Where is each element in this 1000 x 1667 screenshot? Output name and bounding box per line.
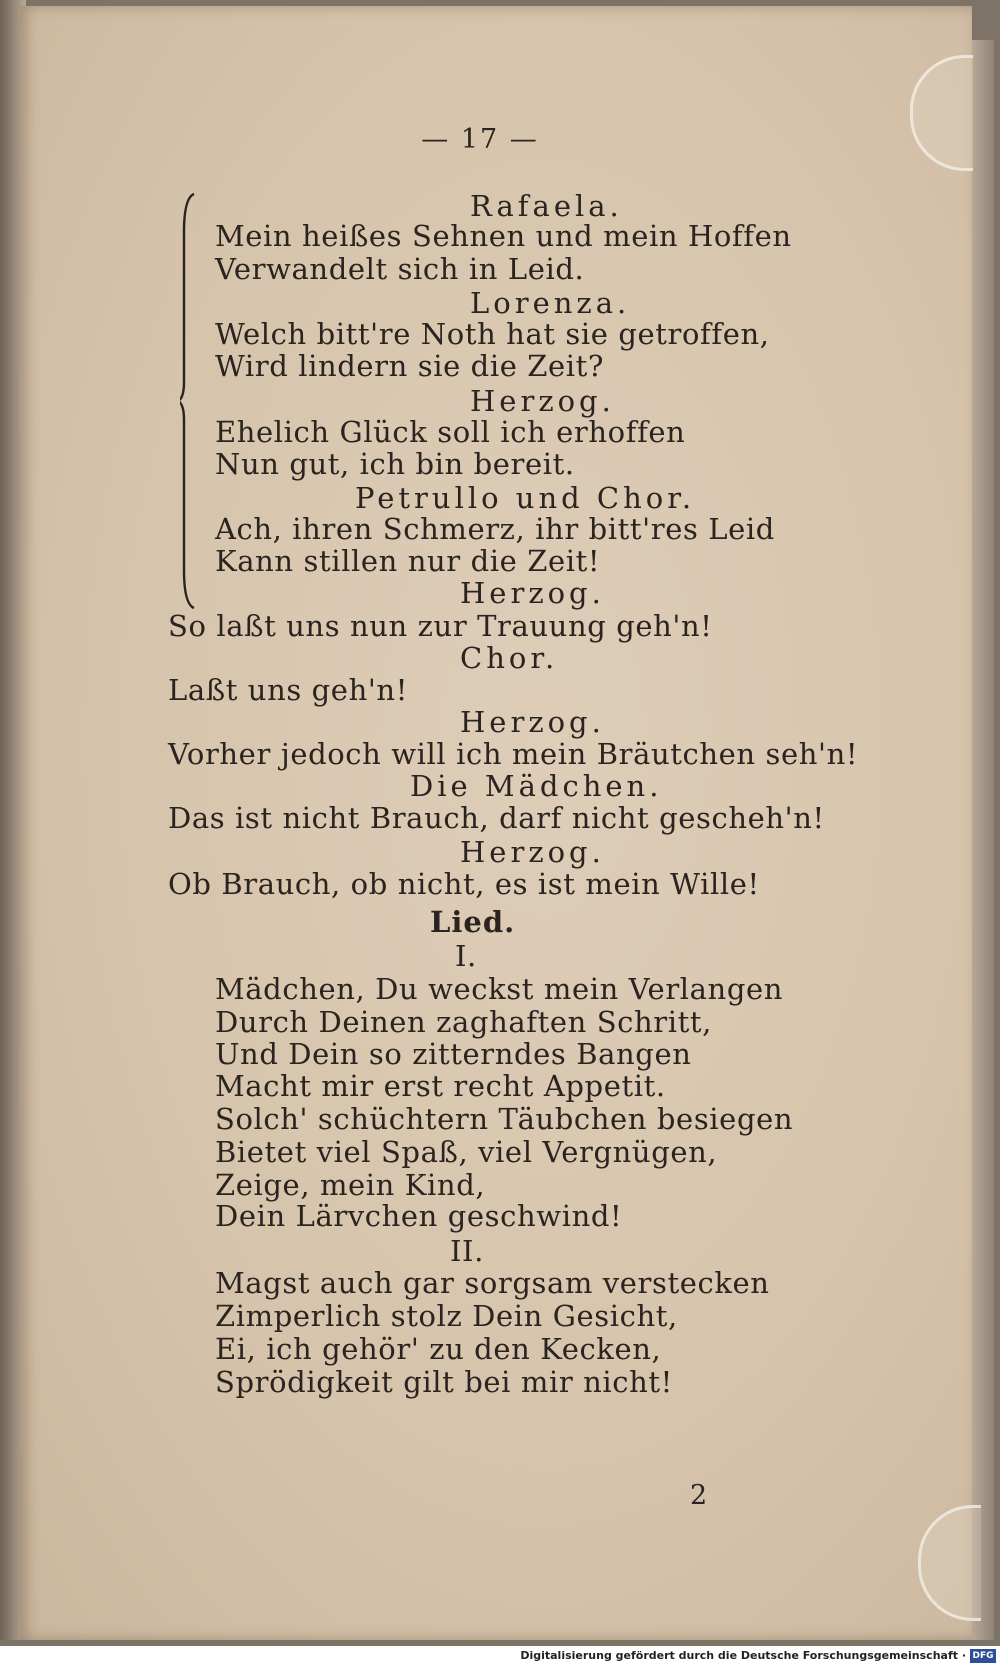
stanza-number: II. [450,1234,484,1268]
verse-line: Vorher jedoch will ich mein Bräutchen seh'n! [168,737,859,771]
verse-line: Ehelich Glück soll ich erhoffen [215,415,686,449]
verse-line: Und Dein so zitterndes Bangen [215,1037,692,1071]
dfg-logo: DFG [970,1649,996,1663]
verse-line: Zeige, mein Kind, [215,1168,486,1202]
verse-line: Verwandelt sich in Leid. [215,252,585,286]
verse-line: Zimperlich stolz Dein Gesicht, [215,1299,678,1333]
footer-credit: Digitalisierung gefördert durch die Deutsche Forschungsgemeinschaft · [520,1649,966,1662]
speaker-name: Petrullo und Chor. [355,481,696,515]
song-heading: Lied. [430,905,516,939]
digitization-footer [0,1646,1000,1667]
verse-line: Sprödigkeit gilt bei mir nicht! [215,1365,673,1399]
verse-line: Ach, ihren Schmerz, ihr bitt'res Leid [215,512,775,546]
page-number: — 17 — [421,124,539,155]
speaker-name: Rafaela. [470,189,623,223]
speaker-name: Herzog. [460,576,605,610]
verse-line: Ob Brauch, ob nicht, es ist mein Wille! [168,867,760,901]
stanza-number: I. [455,939,477,973]
speaker-name: Herzog. [460,835,605,869]
curly-brace-icon [180,192,200,610]
verse-line: Mein heißes Sehnen und mein Hoffen [215,219,792,253]
verse-line: Bietet viel Spaß, viel Vergnügen, [215,1135,718,1169]
speaker-name: Die Mädchen. [410,769,663,803]
verse-line: Wird lindern sie die Zeit? [215,349,605,383]
speaker-name: Herzog. [470,384,615,418]
page-edge-stack [972,40,994,1640]
verse-line: Kann stillen nur die Zeit! [215,544,601,578]
speaker-name: Chor. [460,641,559,675]
verse-line: Mädchen, Du weckst mein Verlangen [215,972,784,1006]
signature-mark: 2 [690,1480,708,1511]
verse-line: Solch' schüchtern Täubchen besiegen [215,1102,794,1136]
verse-line: Magst auch gar sorgsam verstecken [215,1266,770,1300]
speaker-name: Lorenza. [470,286,631,320]
speaker-name: Herzog. [460,705,605,739]
verse-line: Ei, ich gehör' zu den Kecken, [215,1332,662,1366]
verse-line: Nun gut, ich bin bereit. [215,447,575,481]
verse-line: Dein Lärvchen geschwind! [215,1199,623,1233]
verse-line: Laßt uns geh'n! [168,673,408,707]
verse-line: Durch Deinen zaghaften Schritt, [215,1005,712,1039]
verse-line: Das ist nicht Brauch, darf nicht gescheh'n! [168,801,825,835]
verse-line: So laßt uns nun zur Trauung geh'n! [168,609,713,643]
verse-line: Macht mir erst recht Appetit. [215,1069,666,1103]
verse-line: Welch bitt're Noth hat sie getroffen, [215,317,770,351]
